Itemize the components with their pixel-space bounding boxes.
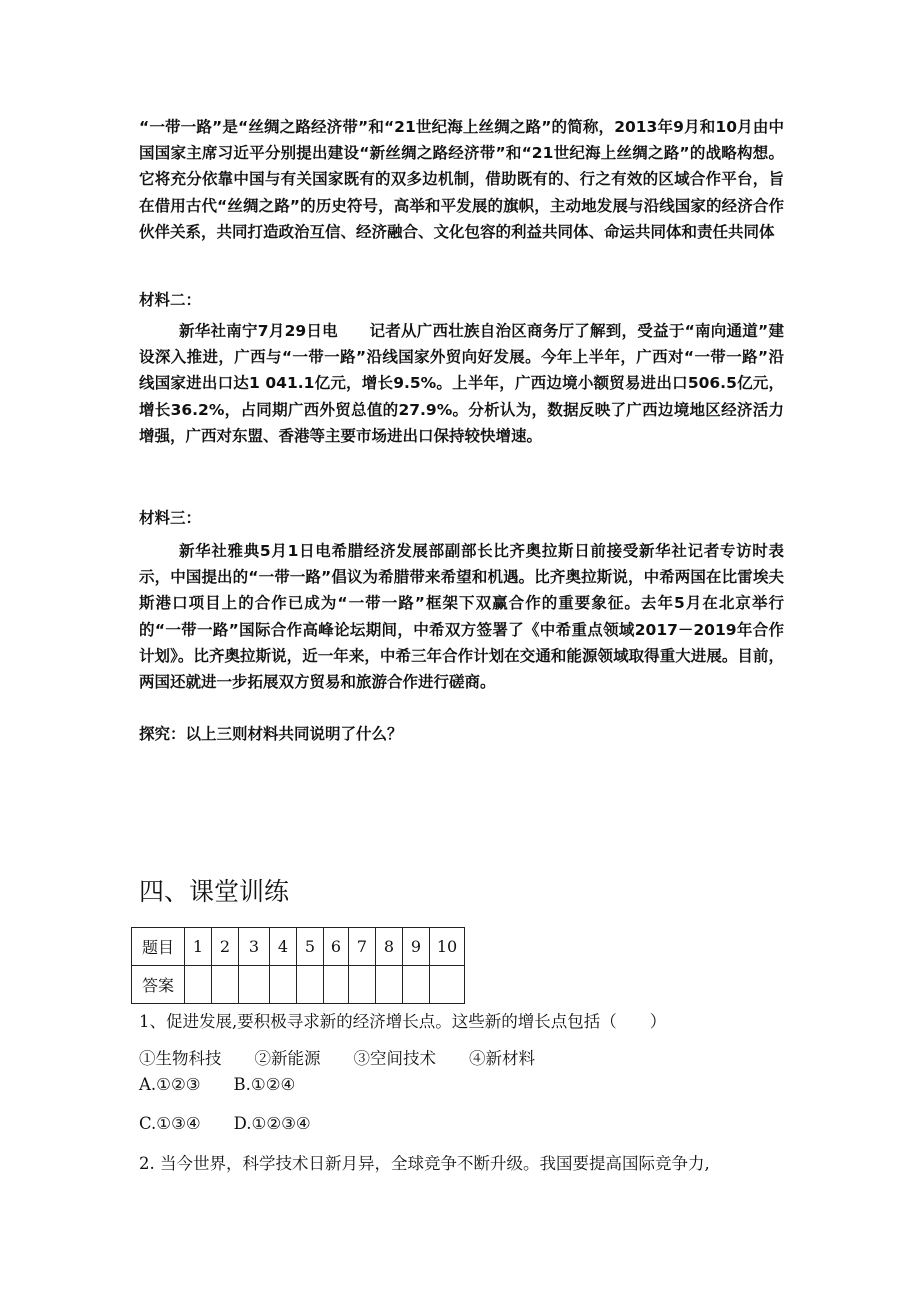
question-number-cell: 9: [403, 928, 430, 966]
table-row-answers: [132, 966, 465, 1004]
question-number-cell: 10: [430, 928, 465, 966]
question-number-cell: 5: [297, 928, 324, 966]
question-number-cell: 4: [270, 928, 297, 966]
material-two-label: 材料二：: [139, 291, 202, 309]
answer-cell[interactable]: [297, 966, 324, 1004]
question-number-cell: 8: [376, 928, 403, 966]
section-title: 四、课堂训练: [139, 877, 290, 906]
answer-cell[interactable]: [239, 966, 270, 1004]
question-number-cell: 3: [239, 928, 270, 966]
question-number-cell: 7: [349, 928, 376, 966]
material-three-paragraph: 新华社雅典5月1日电希腊经济发展部副部长比齐奥拉斯日前接受新华社记者专访时表示，中国提出的“一带一路”倡议为希腊带来希望和机遇。比齐奥拉斯说，中希两国在比雷埃夫斯港口项目上的合作已成为“一带一路”框架下双赢合作的重要象征。去年5月在北京举行的“一带一路”国际合作高峰论坛期间，中希双方签署了《中希重点领域2017－2019年合作计划》。比齐奥拉斯说，近一年来，中希三年合作计划在交通和能源领域取得重大进展。目前，两国还就进一步拓展双方贸易和旅游合作进行磋商。: [139, 542, 784, 692]
answer-cell[interactable]: [403, 966, 430, 1004]
answer-table: [131, 927, 465, 1004]
answer-cell[interactable]: [376, 966, 403, 1004]
table-row-questions: [132, 928, 465, 966]
answer-cell[interactable]: [349, 966, 376, 1004]
question-number-cell: 6: [324, 928, 349, 966]
question-one-options-ab: A.①②③ B.①②④: [139, 1075, 296, 1094]
answer-cell[interactable]: [212, 966, 239, 1004]
answer-cell[interactable]: [430, 966, 465, 1004]
material-two-paragraph: 新华社南宁7月29日电 记者从广西壮族自治区商务厅了解到，受益于“南向通道”建设深入推进，广西与“一带一路”沿线国家外贸向好发展。今年上半年，广西对“一带一路”沿线国家进出口达1 041.1亿元，增长9.5%。上半年，广西边境小额贸易进出口506.5亿元，增长36.2%，占同期广西外贸总值的27.9%。分析认为，数据反映了广西边境地区经济活力增强，广西对东盟、香港等主要市场进出口保持较快增速。: [139, 322, 784, 445]
explore-question: 探究：以上三则材料共同说明了什么？: [139, 725, 403, 743]
question-one-stem: 1、促进发展,要积极寻求新的经济增长点。这些新的增长点包括（ ）: [139, 1012, 667, 1031]
answer-cell[interactable]: [270, 966, 297, 1004]
answer-cell[interactable]: [185, 966, 212, 1004]
question-number-cell: 1: [185, 928, 212, 966]
question-one-options-cd: C.①③④ D.①②③④: [139, 1114, 311, 1133]
material-one-paragraph: “一带一路”是“丝绸之路经济带”和“21世纪海上丝绸之路”的简称，2013年9月和10月由中国国家主席习近平分别提出建设“新丝绸之路经济带”和“21世纪海上丝绸之路”的战略构想。它将充分依靠中国与有关国家既有的双多边机制，借助既有的、行之有效的区域合作平台，旨在借用古代“丝绸之路”的历史符号，高举和平发展的旗帜，主动地发展与沿线国家的经济合作伙伴关系，共同打造政治互信、经济融合、文化包容的利益共同体、命运共同体和责任共同体: [139, 118, 784, 241]
material-three-label: 材料三：: [139, 509, 202, 527]
question-header-cell: 题目: [132, 928, 185, 966]
question-one-items: ①生物科技 ②新能源 ③空间技术 ④新材料: [139, 1049, 535, 1068]
question-number-cell: 2: [212, 928, 239, 966]
question-two-stem: 2. 当今世界，科学技术日新月异，全球竞争不断升级。我国要提高国际竞争力,: [139, 1154, 710, 1173]
answer-header-cell: 答案: [132, 966, 185, 1004]
answer-cell[interactable]: [324, 966, 349, 1004]
